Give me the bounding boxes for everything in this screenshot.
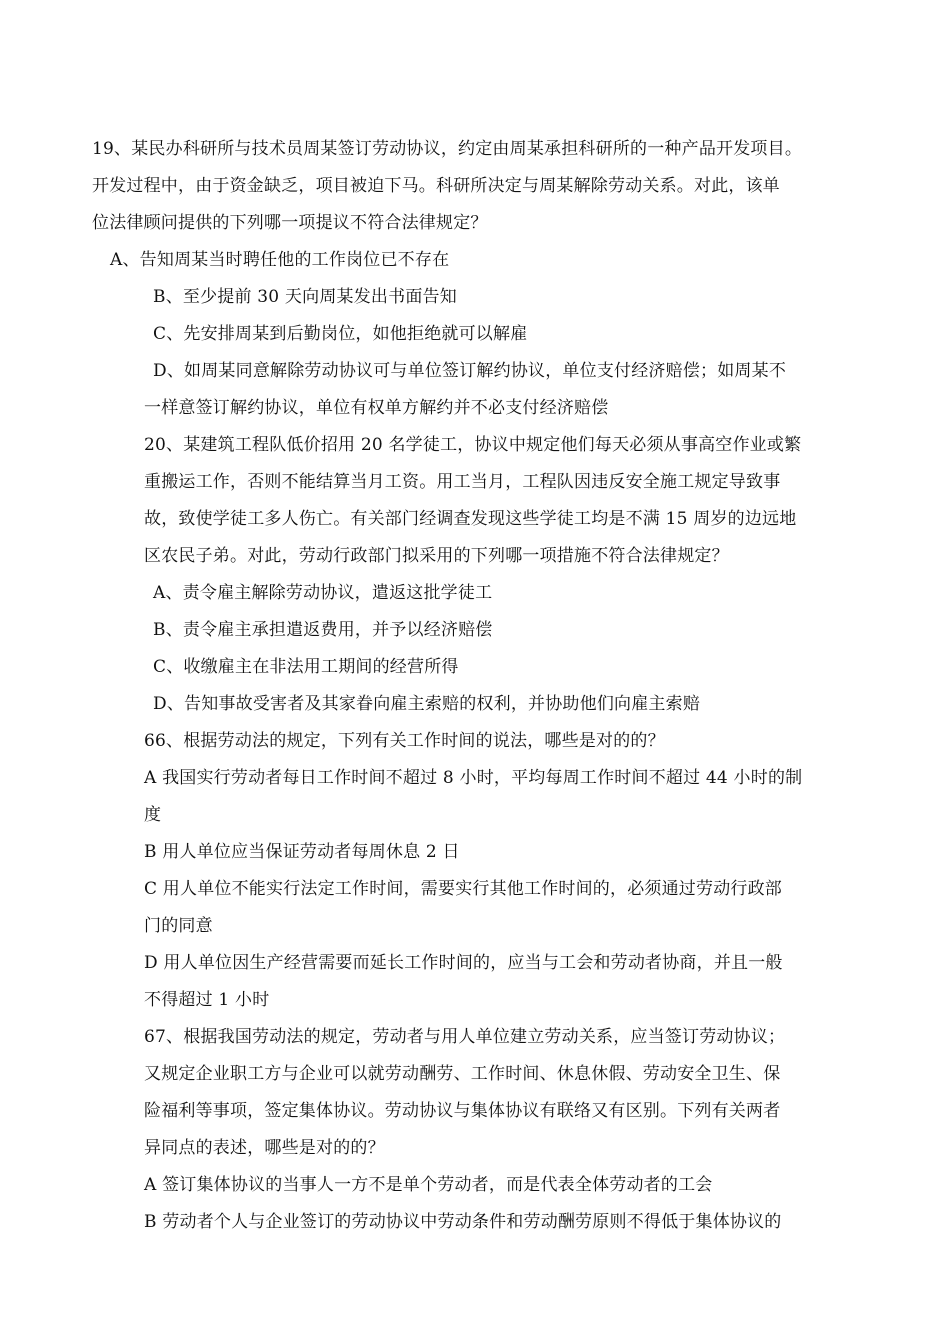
q19-option-c: C、先安排周某到后勤岗位，如他拒绝就可以解雇 bbox=[153, 324, 528, 344]
q67-option-a: A 签订集体协议的当事人一方不是单个劳动者，而是代表全体劳动者的工会 bbox=[144, 1175, 713, 1195]
q67-stem-line: 又规定企业职工方与企业可以就劳动酬劳、工作时间、休息休假、劳动安全卫生、保 bbox=[144, 1064, 781, 1084]
q20-option-b: B、责令雇主承担遣返费用，并予以经济赔偿 bbox=[153, 620, 493, 640]
q19-option-a: A、告知周某当时聘任他的工作岗位已不存在 bbox=[110, 250, 450, 270]
q66-option-c: C 用人单位不能实行法定工作时间，需要实行其他工作时间的，必须通过劳动行政部 门的同意 bbox=[144, 879, 783, 936]
q20-stem-line: 故，致使学徒工多人伤亡。有关部门经调查发现这些学徒工均是不满 15 周岁的边远地 bbox=[144, 509, 797, 529]
q19-option-b: B、至少提前 30 天向周某发出书面告知 bbox=[153, 287, 457, 307]
q20-option-a: A、责令雇主解除劳动协议，遣返这批学徒工 bbox=[153, 583, 493, 603]
q20-option-d: D、告知事故受害者及其家眷向雇主索赔的权利，并协助他们向雇主索赔 bbox=[153, 694, 701, 714]
q67-option-b: B 劳动者个人与企业签订的劳动协议中劳动条件和劳动酬劳原则不得低于集体协议的 bbox=[144, 1212, 782, 1232]
q67-stem-line: 险福利等事项，签定集体协议。劳动协议与集体协议有联络又有区别。下列有关两者 bbox=[144, 1101, 781, 1121]
q19-stem-line: 19、某民办科研所与技术员周某签订劳动协议，约定由周某承担科研所的一种产品开发项目。 bbox=[92, 139, 803, 159]
q20-stem-line: 20、某建筑工程队低价招用 20 名学徒工，协议中规定他们每天必须从事高空作业或繁 bbox=[144, 435, 802, 455]
q19-option-d: D、如周某同意解除劳动协议可与单位签订解约协议，单位支付经济赔偿；如周某不 bbox=[153, 361, 787, 381]
q19-stem-line: 开发过程中，由于资金缺乏，项目被迫下马。科研所决定与周某解除劳动关系。对此，该单 bbox=[92, 176, 780, 196]
q20-stem bbox=[144, 427, 801, 575]
q67-stem-line: 异同点的表述，哪些是对的的？ bbox=[144, 1138, 385, 1158]
q66-option-d: D 用人单位因生产经营需要而延长工作时间的，应当与工会和劳动者协商，并且一般 不得超过 1 小时 bbox=[144, 953, 783, 1010]
q20-stem-line: 重搬运工作，否则不能结算当月工资。用工当月，工程队因违反安全施工规定导致事 bbox=[144, 472, 781, 492]
q19-stem-line: 位法律顾问提供的下列哪一项提议不符合法律规定？ bbox=[92, 213, 488, 233]
q66-stem: 66、根据劳动法的规定，下列有关工作时间的说法，哪些是对的的？ bbox=[144, 731, 665, 751]
q66-option-b: B 用人单位应当保证劳动者每周休息 2 日 bbox=[144, 842, 460, 862]
q67-stem-line: 67、根据我国劳动法的规定，劳动者与用人单位建立劳动关系，应当签订劳动协议； bbox=[144, 1027, 786, 1047]
q19-stem bbox=[92, 131, 802, 242]
q20-option-c: C、收缴雇主在非法用工期间的经营所得 bbox=[153, 657, 459, 677]
q67-stem bbox=[144, 1019, 785, 1167]
q66-option-a: A 我国实行劳动者每日工作时间不超过 8 小时，平均每周工作时间不超过 44 小时的制 度 bbox=[144, 768, 803, 825]
q20-stem-line: 区农民子弟。对此，劳动行政部门拟采用的下列哪一项措施不符合法律规定？ bbox=[144, 546, 729, 566]
q19-option-d-continuation: 一样意签订解约协议，单位有权单方解约并不必支付经济赔偿 bbox=[144, 398, 609, 418]
